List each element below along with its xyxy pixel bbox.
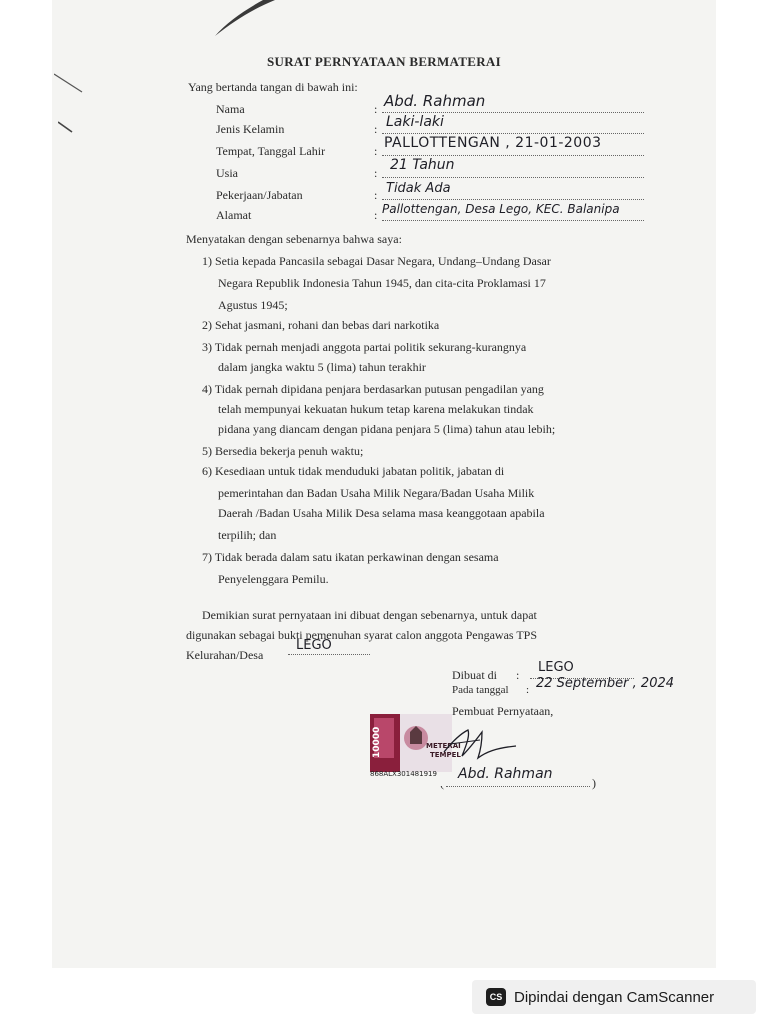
field-label-usia: Usia xyxy=(216,166,238,180)
camscanner-label: Dipindai dengan CamScanner xyxy=(514,988,715,1006)
colon: : xyxy=(374,166,378,180)
point-6-line-4: terpilih; dan xyxy=(218,528,277,542)
colon: : xyxy=(374,144,378,158)
point-4-line-1: 4) Tidak pernah dipidana penjara berdasarkan putusan pengadilan yang xyxy=(202,382,544,396)
point-3-line-1: 3) Tidak pernah menjadi anggota partai politik sekurang-kurangnya xyxy=(202,340,527,354)
point-2-line-1: 2) Sehat jasmani, rohani dan bebas dari narkotika xyxy=(202,318,440,332)
camscanner-watermark xyxy=(472,980,756,1014)
dibuat-label: Dibuat di xyxy=(452,668,497,682)
colon: : xyxy=(516,668,520,682)
closing-line-1: Demikian surat pernyataan ini dibuat dengan sebenarnya, untuk dapat xyxy=(202,608,537,622)
point-1-line-2: Negara Republik Indonesia Tahun 1945, dan cita-cita Proklamasi 17 xyxy=(218,276,546,290)
dotted-line xyxy=(382,112,644,113)
dotted-line xyxy=(382,177,644,178)
field-value-jenis-kelamin: Laki-laki xyxy=(386,114,444,130)
dotted-line xyxy=(446,786,590,787)
field-label-ttl: Tempat, Tanggal Lahir xyxy=(216,144,326,158)
dibuat-value: LEGO xyxy=(538,660,574,675)
point-5-line-1: 5) Bersedia bekerja penuh waktu; xyxy=(202,444,364,458)
paren-close: ) xyxy=(592,776,596,790)
intro-text: Yang bertanda tangan di bawah ini: xyxy=(188,80,358,94)
field-label-nama: Nama xyxy=(216,102,245,116)
point-1-line-3: Agustus 1945; xyxy=(218,298,288,312)
point-3-line-2: dalam jangka waktu 5 (lima) tahun terakhir xyxy=(218,360,426,374)
meterai-text-top: METERAI xyxy=(426,742,461,750)
meterai-serial: 868ALX301481919 xyxy=(370,770,437,778)
colon: : xyxy=(374,188,378,202)
colon: : xyxy=(374,122,378,136)
desa-value: LEGO xyxy=(296,638,332,653)
field-value-usia: 21 Tahun xyxy=(390,157,455,173)
tanggal-label: Pada tanggal xyxy=(452,684,509,696)
tanggal-value: 22 September , 2024 xyxy=(536,676,675,691)
closing-line-3-prefix: Kelurahan/Desa xyxy=(186,648,264,662)
field-label-pekerjaan: Pekerjaan/Jabatan xyxy=(216,188,303,202)
pembuat-label: Pembuat Pernyataan, xyxy=(452,704,554,718)
point-4-line-3: pidana yang diancam dengan pidana penjara 5 (lima) tahun atau lebih; xyxy=(218,422,556,436)
field-label-jenis-kelamin: Jenis Kelamin xyxy=(216,122,285,136)
point-7-line-2: Penyelenggara Pemilu. xyxy=(218,572,329,586)
document-title: SURAT PERNYATAAN BERMATERAI xyxy=(267,54,501,69)
dotted-line xyxy=(382,133,644,134)
meterai-value: 10000 xyxy=(372,726,382,758)
colon: : xyxy=(374,102,378,116)
colon: : xyxy=(374,208,378,222)
dotted-line xyxy=(288,654,370,655)
field-value-pekerjaan: Tidak Ada xyxy=(386,181,451,196)
dotted-line xyxy=(382,199,644,200)
camscanner-logo-icon: CS xyxy=(486,988,506,1006)
statement-intro: Menyatakan dengan sebenarnya bahwa saya: xyxy=(186,232,402,246)
dotted-line xyxy=(382,220,644,221)
signer-name: Abd. Rahman xyxy=(458,766,553,782)
point-1-line-1: 1) Setia kepada Pancasila sebagai Dasar Negara, Undang–Undang Dasar xyxy=(202,254,551,268)
field-label-alamat: Alamat xyxy=(216,208,252,222)
meterai-text-bottom: TEMPEL xyxy=(430,751,461,759)
point-6-line-3: Daerah /Badan Usaha Milik Desa selama masa keanggotaan apabila xyxy=(218,506,545,520)
point-6-line-1: 6) Kesediaan untuk tidak menduduki jabatan politik, jabatan di xyxy=(202,464,505,478)
dotted-line xyxy=(382,155,644,156)
field-value-ttl: PALLOTTENGAN , 21-01-2003 xyxy=(384,135,602,151)
field-value-alamat: Pallottengan, Desa Lego, KEC. Balanipa xyxy=(382,202,620,216)
signature-scribble xyxy=(440,722,518,766)
field-value-nama: Abd. Rahman xyxy=(384,92,486,110)
colon: : xyxy=(526,684,530,696)
point-6-line-2: pemerintahan dan Badan Usaha Milik Negara/Badan Usaha Milik xyxy=(218,486,535,500)
point-7-line-1: 7) Tidak berada dalam satu ikatan perkawinan dengan sesama xyxy=(202,550,499,564)
closing-line-2: digunakan sebagai bukti pemenuhan syarat calon anggota Pengawas TPS xyxy=(186,628,538,642)
point-4-line-2: telah mempunyai kekuatan hukum tetap karena melakukan tindak xyxy=(218,402,534,416)
